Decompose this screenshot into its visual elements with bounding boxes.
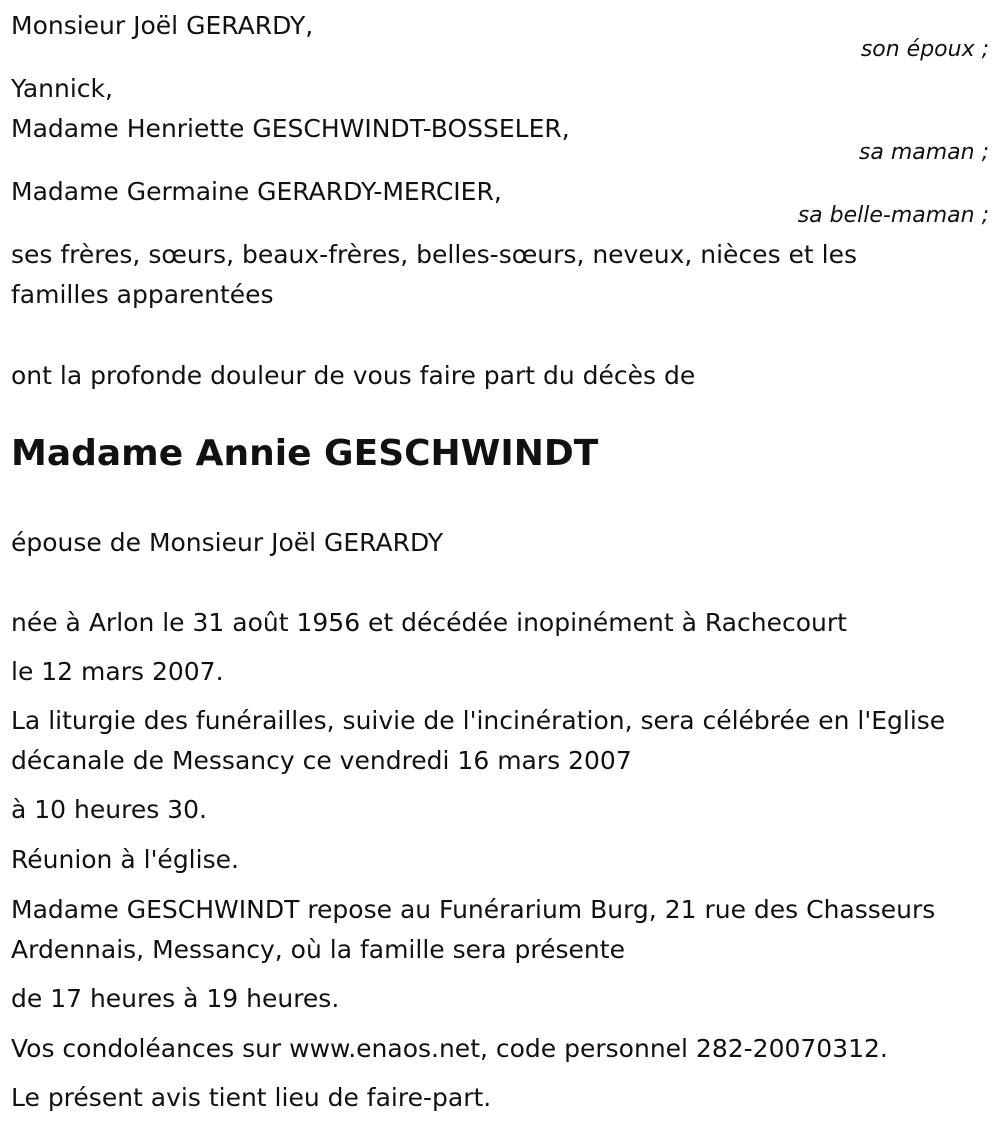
details-funeral-line-1: La liturgie des funérailles, suivie de l'incinération, sera célébrée en l'Eglise (11, 706, 946, 735)
details-repose-line-1: Madame GESCHWINDT repose au Funérarium Burg, 21 rue des Chasseurs (11, 895, 936, 924)
relation-mother-in-law: sa belle-maman ; (797, 203, 989, 228)
relation-mother: sa maman ; (858, 140, 989, 165)
spouse-line: épouse de Monsieur Joël GERARDY (11, 528, 444, 557)
deceased-name: Madame Annie GESCHWINDT (11, 433, 599, 474)
family-member-child: Yannick, (11, 74, 113, 103)
extended-family-line-1: ses frères, sœurs, beaux-frères, belles-sœurs, neveux, nièces et les (11, 240, 858, 269)
family-member-mother-in-law: Madame Germaine GERARDY-MERCIER, (11, 177, 502, 206)
details-funeral-line-2: décanale de Messancy ce vendredi 16 mars 2007 (11, 746, 632, 775)
family-member-mother: Madame Henriette GESCHWINDT-BOSSELER, (11, 114, 570, 143)
details-death-date: le 12 mars 2007. (11, 657, 224, 686)
details-visiting-hours: de 17 heures à 19 heures. (11, 984, 340, 1013)
extended-family-line-2: familles apparentées (11, 280, 274, 309)
announcement: ont la profonde douleur de vous faire part du décès de (11, 361, 696, 390)
details-birth-death: née à Arlon le 31 août 1956 et décédée inopinément à Rachecourt (11, 608, 847, 637)
family-member-spouse: Monsieur Joël GERARDY, (11, 11, 314, 40)
details-funeral-time: à 10 heures 30. (11, 795, 207, 824)
details-repose-line-2: Ardennais, Messancy, où la famille sera présente (11, 935, 625, 964)
details-notice: Le présent avis tient lieu de faire-part. (11, 1083, 492, 1112)
details-condolences: Vos condoléances sur www.enaos.net, code personnel 282-20070312. (11, 1034, 888, 1063)
details-gathering: Réunion à l'église. (11, 845, 239, 874)
relation-spouse: son époux ; (860, 37, 989, 62)
